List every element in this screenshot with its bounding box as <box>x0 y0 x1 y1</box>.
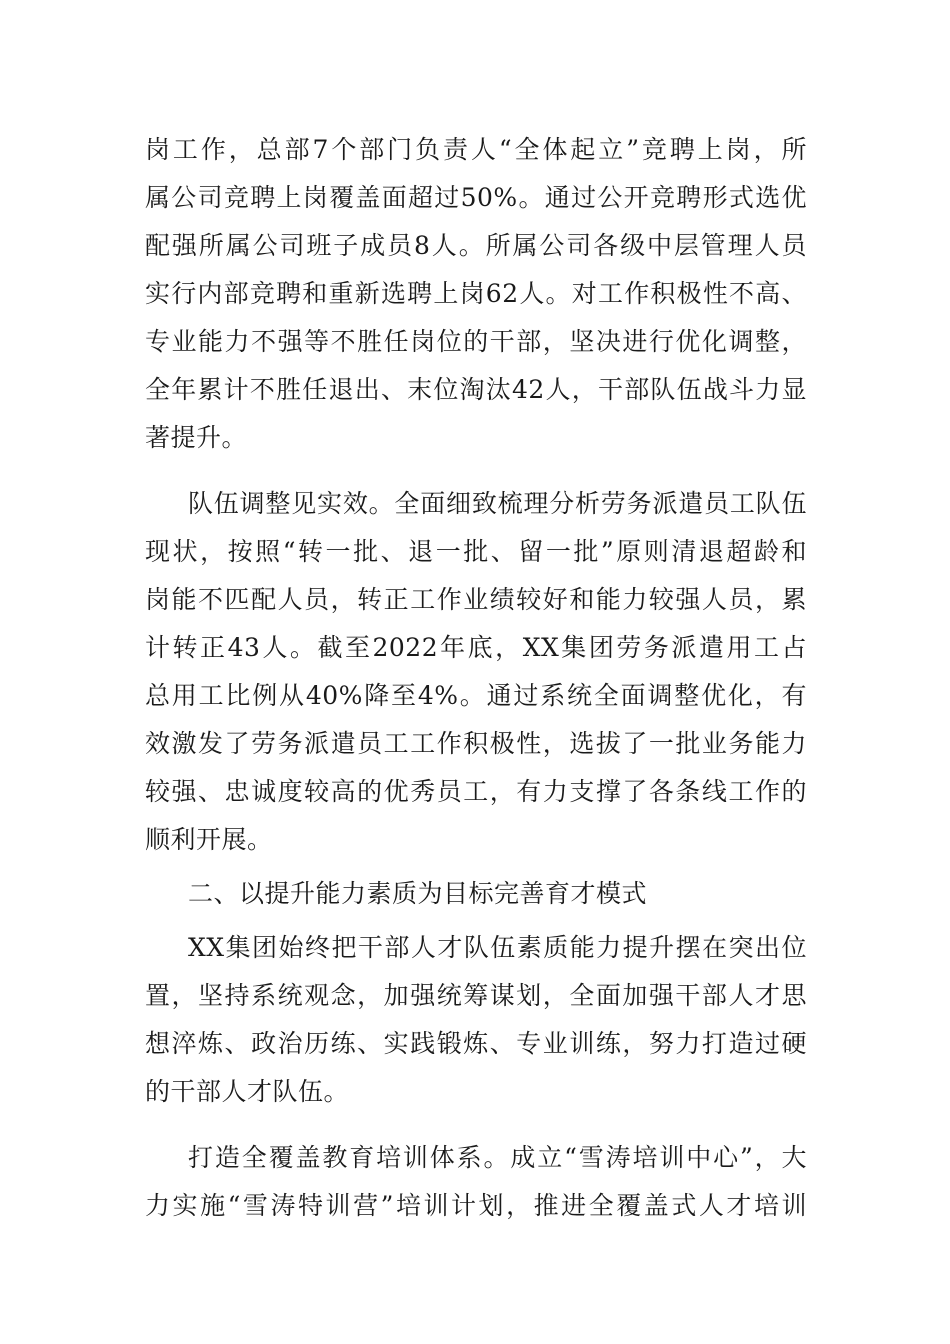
text-line: 顺利开展。 <box>145 825 273 854</box>
text-line: 的干部人才队伍。 <box>145 1077 350 1106</box>
text-line: 计转正43人。截至2022年底，XX集团劳务派遣用工占 <box>145 633 807 662</box>
text-line: 实行内部竞聘和重新选聘上岗62人。对工作积极性不高、 <box>145 279 807 308</box>
paragraph-first-line: 队伍调整见实效。全面细致梳理分析劳务派遣员工队伍 <box>188 489 807 518</box>
paragraph-first-line: 打造全覆盖教育培训体系。成立“雪涛培训中心”，大 <box>188 1143 807 1172</box>
text-line: 力实施“雪涛特训营”培训计划，推进全覆盖式人才培训 <box>145 1191 807 1220</box>
text-line: 著提升。 <box>145 423 248 452</box>
section-heading: 二、以提升能力素质为目标完善育才模式 <box>188 879 648 908</box>
text-line: 想淬炼、政治历练、实践锻炼、专业训练，努力打造过硬 <box>145 1029 807 1058</box>
text-line: 总用工比例从40%降至4%。通过系统全面调整优化，有 <box>145 681 807 710</box>
text-line: 较强、忠诚度较高的优秀员工，有力支撑了各条线工作的 <box>145 777 807 806</box>
text-line: 置，坚持系统观念，加强统筹谋划，全面加强干部人才思 <box>145 981 807 1010</box>
text-line: 属公司竞聘上岗覆盖面超过50%。通过公开竞聘形式选优 <box>145 183 807 212</box>
text-line: 专业能力不强等不胜任岗位的干部，坚决进行优化调整， <box>145 327 807 356</box>
text-line: 岗工作，总部7个部门负责人“全体起立”竞聘上岗，所 <box>145 135 807 164</box>
text-line: 现状，按照“转一批、退一批、留一批”原则清退超龄和 <box>145 537 807 566</box>
text-line: 全年累计不胜任退出、末位淘汰42人，干部队伍战斗力显 <box>145 375 807 404</box>
text-line: 效激发了劳务派遣员工工作积极性，选拔了一批业务能力 <box>145 729 807 758</box>
paragraph-first-line: XX集团始终把干部人才队伍素质能力提升摆在突出位 <box>188 933 807 962</box>
text-line: 岗能不匹配人员，转正工作业绩较好和能力较强人员，累 <box>145 585 807 614</box>
text-line: 配强所属公司班子成员8人。所属公司各级中层管理人员 <box>145 231 807 260</box>
